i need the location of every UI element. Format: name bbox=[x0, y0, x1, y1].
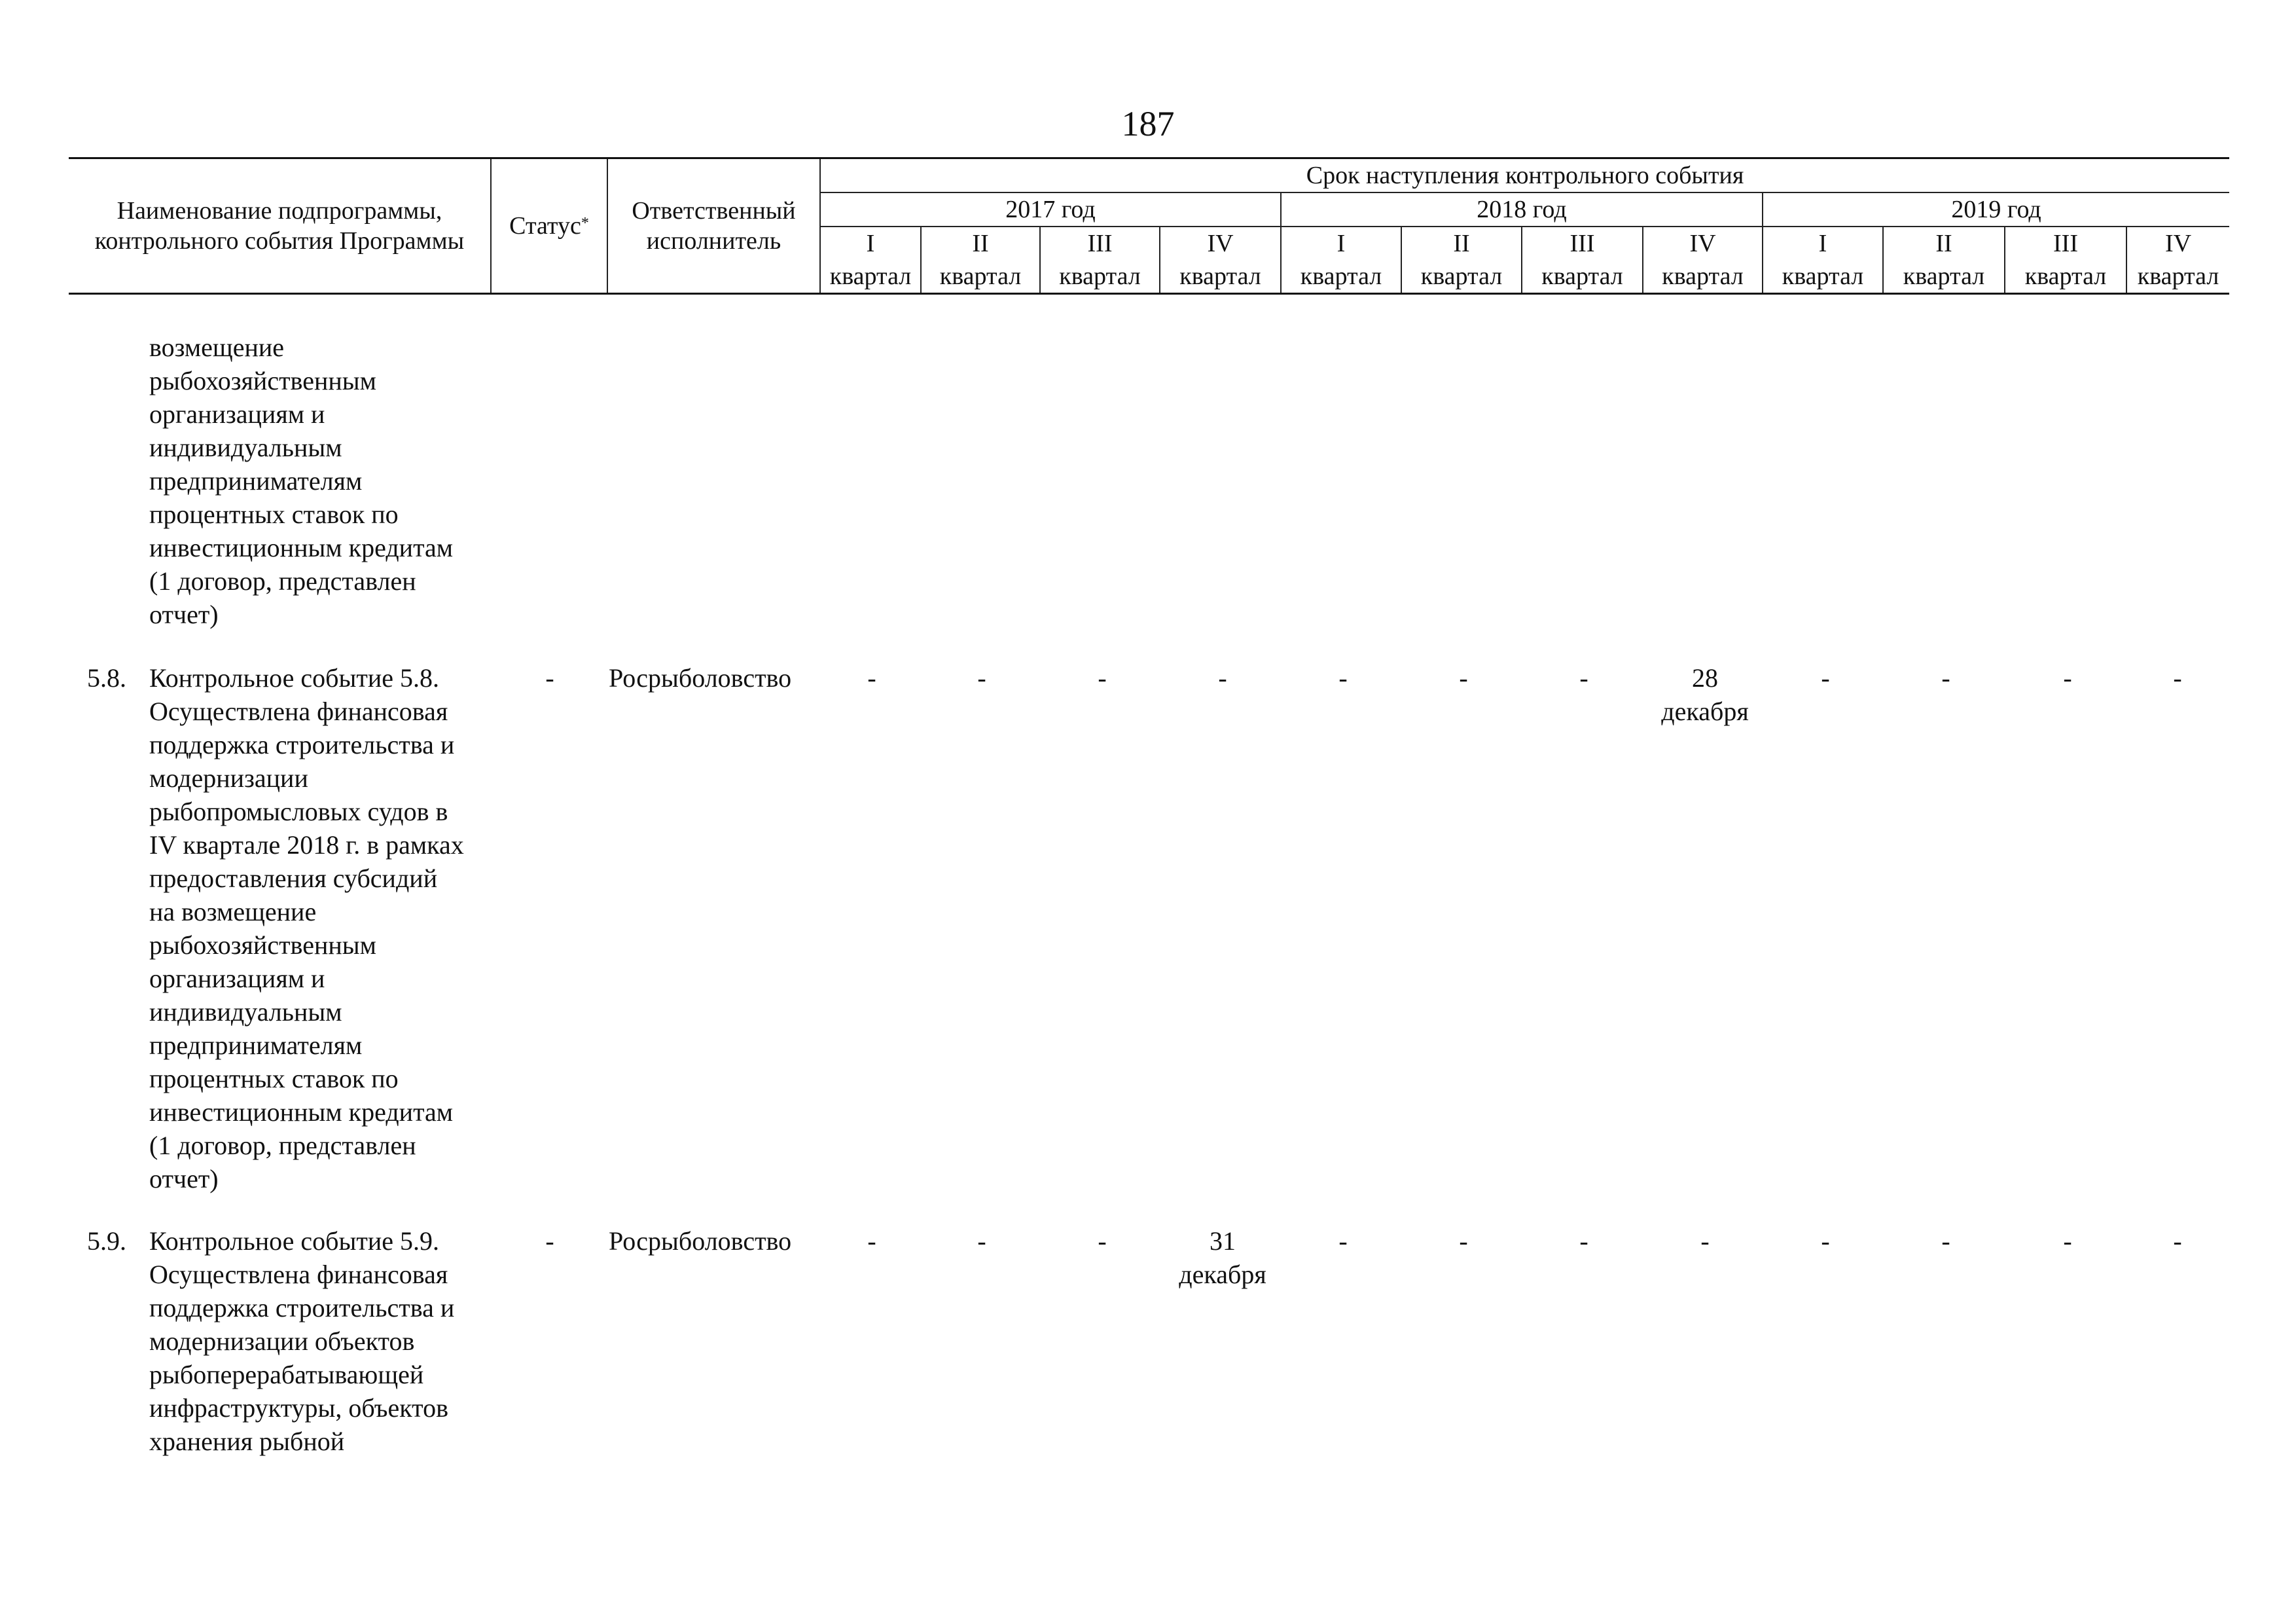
row-name: Контрольное событие 5.8. Осуществлена финансовая поддержка строительства и модернизации рыбопромысловых судов в IV квартале 2018 г. в рамках предоставления субсидий на возмещение рыбохозяйственным организациям и индивидуальным предпринимателям процентных ставок по инвестиционным кредитам (1 договор, представлен отчет) bbox=[149, 663, 464, 1194]
quarter-cell: - bbox=[1579, 663, 1588, 693]
header-quarter: II квартал bbox=[1401, 227, 1522, 294]
header-quarter: IV квартал bbox=[1160, 227, 1281, 294]
quarter-cell: - bbox=[1218, 663, 1227, 693]
row-status: - bbox=[545, 663, 554, 693]
schedule-table-header bbox=[69, 157, 2229, 295]
header-name-column: Наименование подпрограммы, контрольного события Программы bbox=[69, 158, 491, 294]
quarter-cell: - bbox=[1579, 1226, 1588, 1256]
header-status-label: Статус bbox=[509, 211, 581, 240]
page-number: 187 bbox=[1121, 104, 1175, 143]
quarter-cell: - bbox=[1821, 1226, 1830, 1256]
quarter-cell: - bbox=[1338, 663, 1348, 693]
quarter-cell: - bbox=[1098, 1226, 1107, 1256]
quarter-cell: - bbox=[2063, 1226, 2072, 1256]
header-status-column bbox=[491, 158, 607, 294]
header-quarter: IV квартал bbox=[1643, 227, 1763, 294]
header-year: 2018 год bbox=[1281, 192, 1763, 227]
header-quarter: III квартал bbox=[2005, 227, 2126, 294]
header-quarter: III квартал bbox=[1040, 227, 1160, 294]
quarter-cell: - bbox=[1700, 1226, 1710, 1256]
header-executor-column: Ответственный исполнитель bbox=[607, 158, 820, 294]
row-executor: Росрыболовство bbox=[609, 663, 792, 693]
quarter-cell: - bbox=[977, 663, 986, 693]
quarter-cell: - bbox=[867, 1226, 876, 1256]
quarter-cell: - bbox=[1459, 1226, 1468, 1256]
row-number: 5.9. bbox=[87, 1226, 126, 1256]
row-status: - bbox=[545, 1226, 554, 1256]
quarter-cell: - bbox=[1821, 663, 1830, 693]
header-quarter: II квартал bbox=[921, 227, 1040, 294]
header-quarter: IV квартал bbox=[2126, 227, 2229, 294]
quarter-cell: 31 декабря bbox=[1179, 1226, 1266, 1289]
header-year: 2017 год bbox=[820, 192, 1281, 227]
row-number: 5.8. bbox=[87, 663, 126, 693]
row-executor: Росрыболовство bbox=[609, 1226, 792, 1256]
header-quarter: I квартал bbox=[1763, 227, 1883, 294]
quarter-cell: - bbox=[977, 1226, 986, 1256]
header-quarter: III квартал bbox=[1522, 227, 1643, 294]
quarter-cell: - bbox=[1941, 1226, 1950, 1256]
quarter-cell: - bbox=[2063, 663, 2072, 693]
quarter-cell: - bbox=[2173, 1226, 2182, 1256]
quarter-cell: - bbox=[1459, 663, 1468, 693]
header-quarter: I квартал bbox=[1281, 227, 1401, 294]
quarter-cell: - bbox=[1098, 663, 1107, 693]
quarter-cell: - bbox=[1338, 1226, 1348, 1256]
quarter-cell: - bbox=[867, 663, 876, 693]
row-name: Контрольное событие 5.9. Осуществлена финансовая поддержка строительства и модернизации объектов рыбоперерабатывающей инфраструктуры, объектов хранения рыбной bbox=[149, 1226, 455, 1456]
quarter-cell: - bbox=[1941, 663, 1950, 693]
header-quarter: I квартал bbox=[820, 227, 921, 294]
quarter-cell: - bbox=[2173, 663, 2182, 693]
header-deadline-group: Срок наступления контрольного события bbox=[820, 158, 2229, 192]
header-year: 2019 год bbox=[1763, 192, 2229, 227]
quarter-cell: 28 декабря bbox=[1661, 663, 1749, 726]
header-quarter: II квартал bbox=[1883, 227, 2005, 294]
header-status-footnote-mark: * bbox=[581, 214, 589, 232]
row-name: возмещение рыбохозяйственным организациям и индивидуальным предпринимателям процентных ставок по инвестиционным кредитам (1 договор, представлен отчет) bbox=[149, 333, 454, 629]
